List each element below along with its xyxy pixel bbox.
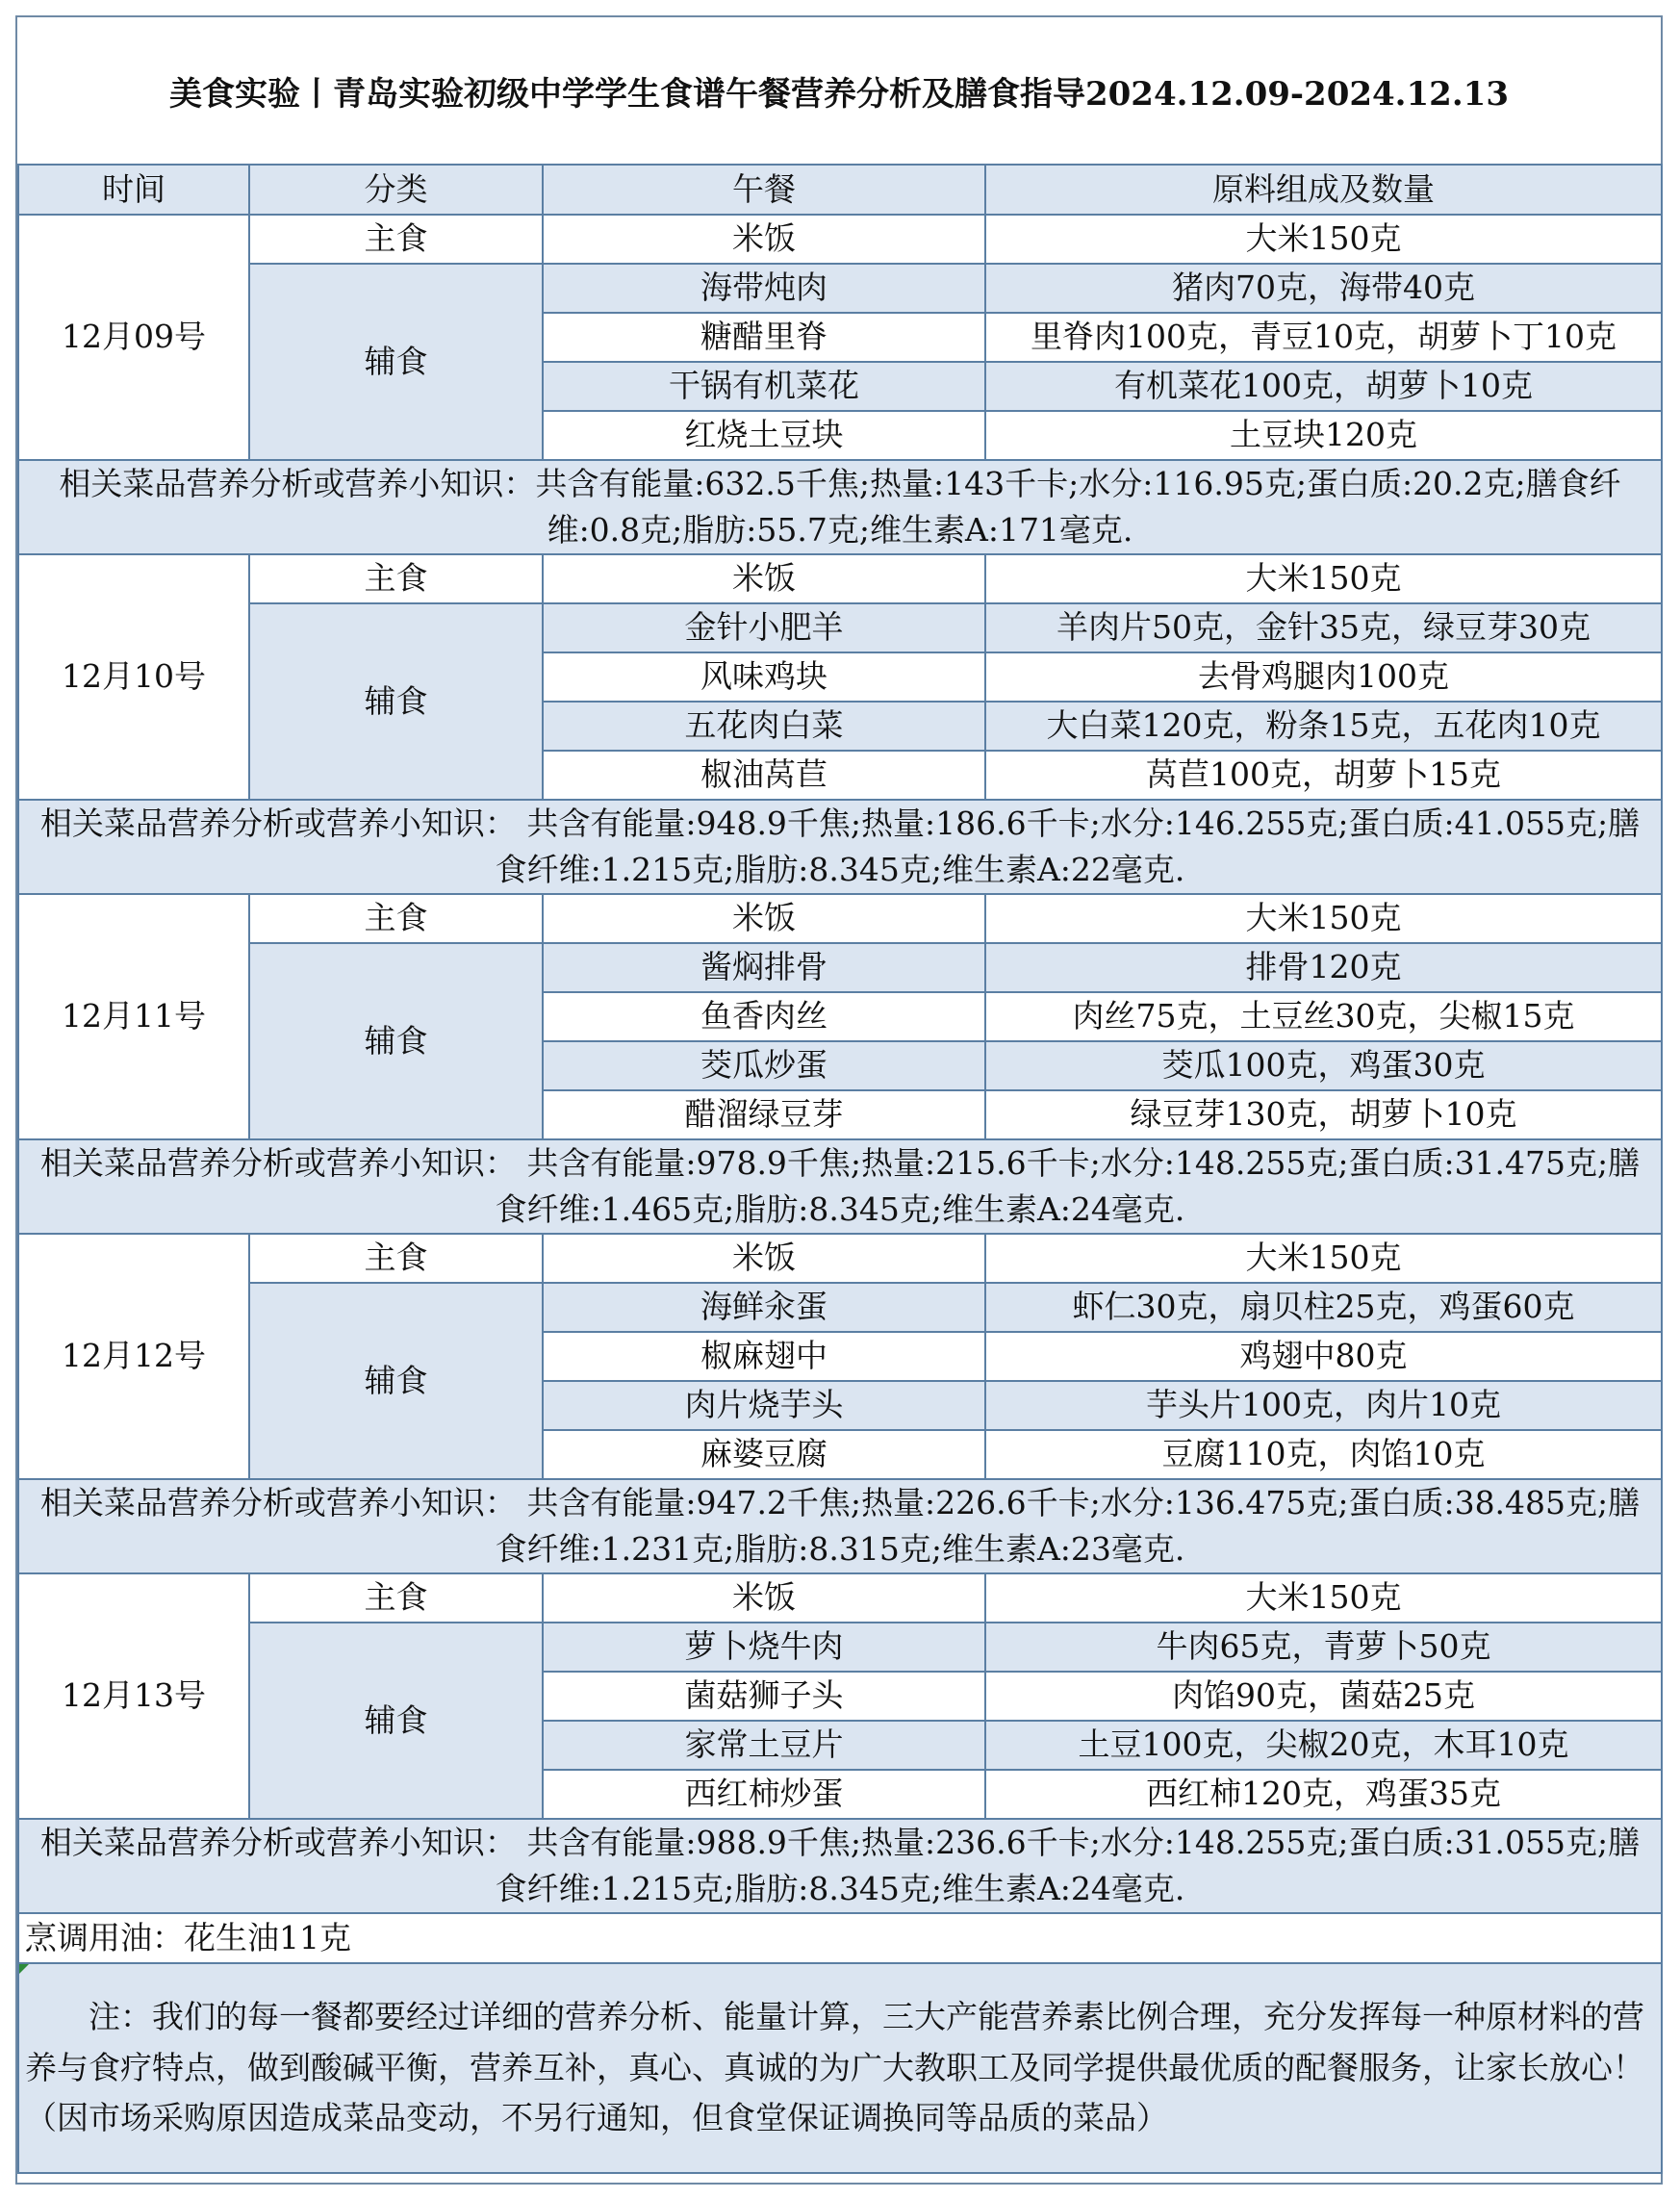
main-ingredients: 大米150克 xyxy=(985,1234,1662,1283)
side-dish: 风味鸡块 xyxy=(543,652,985,702)
side-dish: 红烧土豆块 xyxy=(543,411,985,460)
side-dish: 肉片烧芋头 xyxy=(543,1381,985,1430)
category-main: 主食 xyxy=(249,894,543,943)
side-ingredients: 去骨鸡腿肉100克 xyxy=(985,652,1662,702)
side-dish: 金针小肥羊 xyxy=(543,603,985,652)
side-dish: 五花肉白菜 xyxy=(543,702,985,751)
category-side: 辅食 xyxy=(249,1623,543,1819)
side-dish: 酱焖排骨 xyxy=(543,943,985,992)
nutrition-info: 相关菜品营养分析或营养小知识： 共含有能量:947.2千焦;热量:226.6千卡;水分:136.475克;蛋白质:38.485克;膳食纤维:1.231克;脂肪:8.315克;维生素A:23毫克. xyxy=(18,1479,1662,1573)
side-ingredients: 绿豆芽130克，胡萝卜10克 xyxy=(985,1090,1662,1139)
side-ingredients: 肉馅90克，菌菇25克 xyxy=(985,1672,1662,1721)
oil-row xyxy=(18,1913,1662,1963)
note-text: 注：我们的每一餐都要经过详细的营养分析、能量计算，三大产能营养素比例合理，充分发挥每一种原材料的营养与食疗特点，做到酸碱平衡，营养互补，真心、真诚的为广大教职工及同学提供最优质的配餐服务，让家长放心！（因市场采购原因造成菜品变动，不另行通知，但食堂保证调换同等品质的菜品） xyxy=(25,1997,1644,2137)
category-side: 辅食 xyxy=(249,264,543,460)
side-dish: 茭瓜炒蛋 xyxy=(543,1041,985,1090)
nutrition-row xyxy=(18,800,1662,894)
side-ingredients: 虾仁30克，扇贝柱25克，鸡蛋60克 xyxy=(985,1283,1662,1332)
side-dish: 家常土豆片 xyxy=(543,1721,985,1770)
side-dish: 椒麻翅中 xyxy=(543,1332,985,1381)
side-ingredients: 芋头片100克，肉片10克 xyxy=(985,1381,1662,1430)
main-ingredients: 大米150克 xyxy=(985,1573,1662,1623)
day-main-row xyxy=(18,1234,1662,1283)
day-date: 12月11号 xyxy=(18,894,249,1139)
side-dish-row xyxy=(18,603,1662,652)
nutrition-row xyxy=(18,1819,1662,1913)
nutrition-info: 相关菜品营养分析或营养小知识： 共含有能量:978.9千焦;热量:215.6千卡;水分:148.255克;蛋白质:31.475克;膳食纤维:1.465克;脂肪:8.345克;维生素A:24毫克. xyxy=(18,1139,1662,1234)
category-main: 主食 xyxy=(249,1573,543,1623)
note-row xyxy=(18,1963,1662,2173)
side-dish-row xyxy=(18,1283,1662,1332)
day-date: 12月10号 xyxy=(18,554,249,800)
side-ingredients: 肉丝75克，土豆丝30克，尖椒15克 xyxy=(985,992,1662,1041)
category-main: 主食 xyxy=(249,554,543,603)
main-ingredients: 大米150克 xyxy=(985,894,1662,943)
side-dish: 干锅有机菜花 xyxy=(543,362,985,411)
side-dish: 麻婆豆腐 xyxy=(543,1430,985,1479)
side-ingredients: 里脊肉100克，青豆10克，胡萝卜丁10克 xyxy=(985,313,1662,362)
menu-sheet xyxy=(15,15,1663,2185)
cooking-oil: 烹调用油：花生油11克 xyxy=(18,1913,1662,1963)
side-dish: 糖醋里脊 xyxy=(543,313,985,362)
side-ingredients: 西红柿120克，鸡蛋35克 xyxy=(985,1770,1662,1819)
nutrition-info: 相关菜品营养分析或营养小知识： 共含有能量:948.9千焦;热量:186.6千卡;水分:146.255克;蛋白质:41.055克;膳食纤维:1.215克;脂肪:8.345克;维生素A:22毫克. xyxy=(18,800,1662,894)
side-dish-row xyxy=(18,1623,1662,1672)
side-dish: 海鲜汆蛋 xyxy=(543,1283,985,1332)
header-lunch: 午餐 xyxy=(543,165,985,215)
day-main-row xyxy=(18,1573,1662,1623)
main-ingredients: 大米150克 xyxy=(985,554,1662,603)
category-side: 辅食 xyxy=(249,943,543,1139)
side-ingredients: 牛肉65克，青萝卜50克 xyxy=(985,1623,1662,1672)
side-ingredients: 有机菜花100克，胡萝卜10克 xyxy=(985,362,1662,411)
menu-body xyxy=(18,215,1662,2173)
day-date: 12月09号 xyxy=(18,215,249,460)
side-ingredients: 猪肉70克，海带40克 xyxy=(985,264,1662,313)
category-side: 辅食 xyxy=(249,603,543,800)
side-dish: 鱼香肉丝 xyxy=(543,992,985,1041)
header-time: 时间 xyxy=(18,165,249,215)
main-dish: 米饭 xyxy=(543,215,985,264)
day-main-row xyxy=(18,554,1662,603)
main-ingredients: 大米150克 xyxy=(985,215,1662,264)
side-dish: 菌菇狮子头 xyxy=(543,1672,985,1721)
nutrition-info: 相关菜品营养分析或营养小知识：共含有能量:632.5千焦;热量:143千卡;水分:116.95克;蛋白质:20.2克;膳食纤维:0.8克;脂肪:55.7克;维生素A:171毫克. xyxy=(18,460,1662,554)
side-ingredients: 鸡翅中80克 xyxy=(985,1332,1662,1381)
day-date: 12月13号 xyxy=(18,1573,249,1819)
side-dish: 海带炖肉 xyxy=(543,264,985,313)
nutrition-row xyxy=(18,1139,1662,1234)
main-dish: 米饭 xyxy=(543,1573,985,1623)
category-side: 辅食 xyxy=(249,1283,543,1479)
header-ingredients: 原料组成及数量 xyxy=(985,165,1662,215)
menu-table xyxy=(17,164,1663,2174)
side-ingredients: 土豆100克，尖椒20克，木耳10克 xyxy=(985,1721,1662,1770)
side-ingredients: 排骨120克 xyxy=(985,943,1662,992)
side-dish: 西红柿炒蛋 xyxy=(543,1770,985,1819)
side-dish-row xyxy=(18,943,1662,992)
comment-marker-icon xyxy=(19,1964,29,1974)
day-main-row xyxy=(18,215,1662,264)
side-dish: 醋溜绿豆芽 xyxy=(543,1090,985,1139)
service-note xyxy=(18,1963,1662,2173)
day-main-row xyxy=(18,894,1662,943)
nutrition-row xyxy=(18,460,1662,554)
header-category: 分类 xyxy=(249,165,543,215)
main-dish: 米饭 xyxy=(543,894,985,943)
side-dish-row xyxy=(18,264,1662,313)
category-main: 主食 xyxy=(249,1234,543,1283)
side-ingredients: 羊肉片50克，金针35克，绿豆芽30克 xyxy=(985,603,1662,652)
category-main: 主食 xyxy=(249,215,543,264)
nutrition-info: 相关菜品营养分析或营养小知识： 共含有能量:988.9千焦;热量:236.6千卡;水分:148.255克;蛋白质:31.055克;膳食纤维:1.215克;脂肪:8.345克;维生素A:24毫克. xyxy=(18,1819,1662,1913)
side-dish: 萝卜烧牛肉 xyxy=(543,1623,985,1672)
day-date: 12月12号 xyxy=(18,1234,249,1479)
side-ingredients: 大白菜120克，粉条15克，五花肉10克 xyxy=(985,702,1662,751)
side-ingredients: 豆腐110克，肉馅10克 xyxy=(985,1430,1662,1479)
side-ingredients: 莴苣100克，胡萝卜15克 xyxy=(985,751,1662,800)
page-title: 美食实验丨青岛实验初级中学学生食谱午餐营养分析及膳食指导2024.12.09-2024.12.13 xyxy=(17,17,1661,166)
side-ingredients: 茭瓜100克，鸡蛋30克 xyxy=(985,1041,1662,1090)
nutrition-row xyxy=(18,1479,1662,1573)
main-dish: 米饭 xyxy=(543,1234,985,1283)
side-dish: 椒油莴苣 xyxy=(543,751,985,800)
main-dish: 米饭 xyxy=(543,554,985,603)
side-ingredients: 土豆块120克 xyxy=(985,411,1662,460)
header-row xyxy=(18,165,1662,215)
